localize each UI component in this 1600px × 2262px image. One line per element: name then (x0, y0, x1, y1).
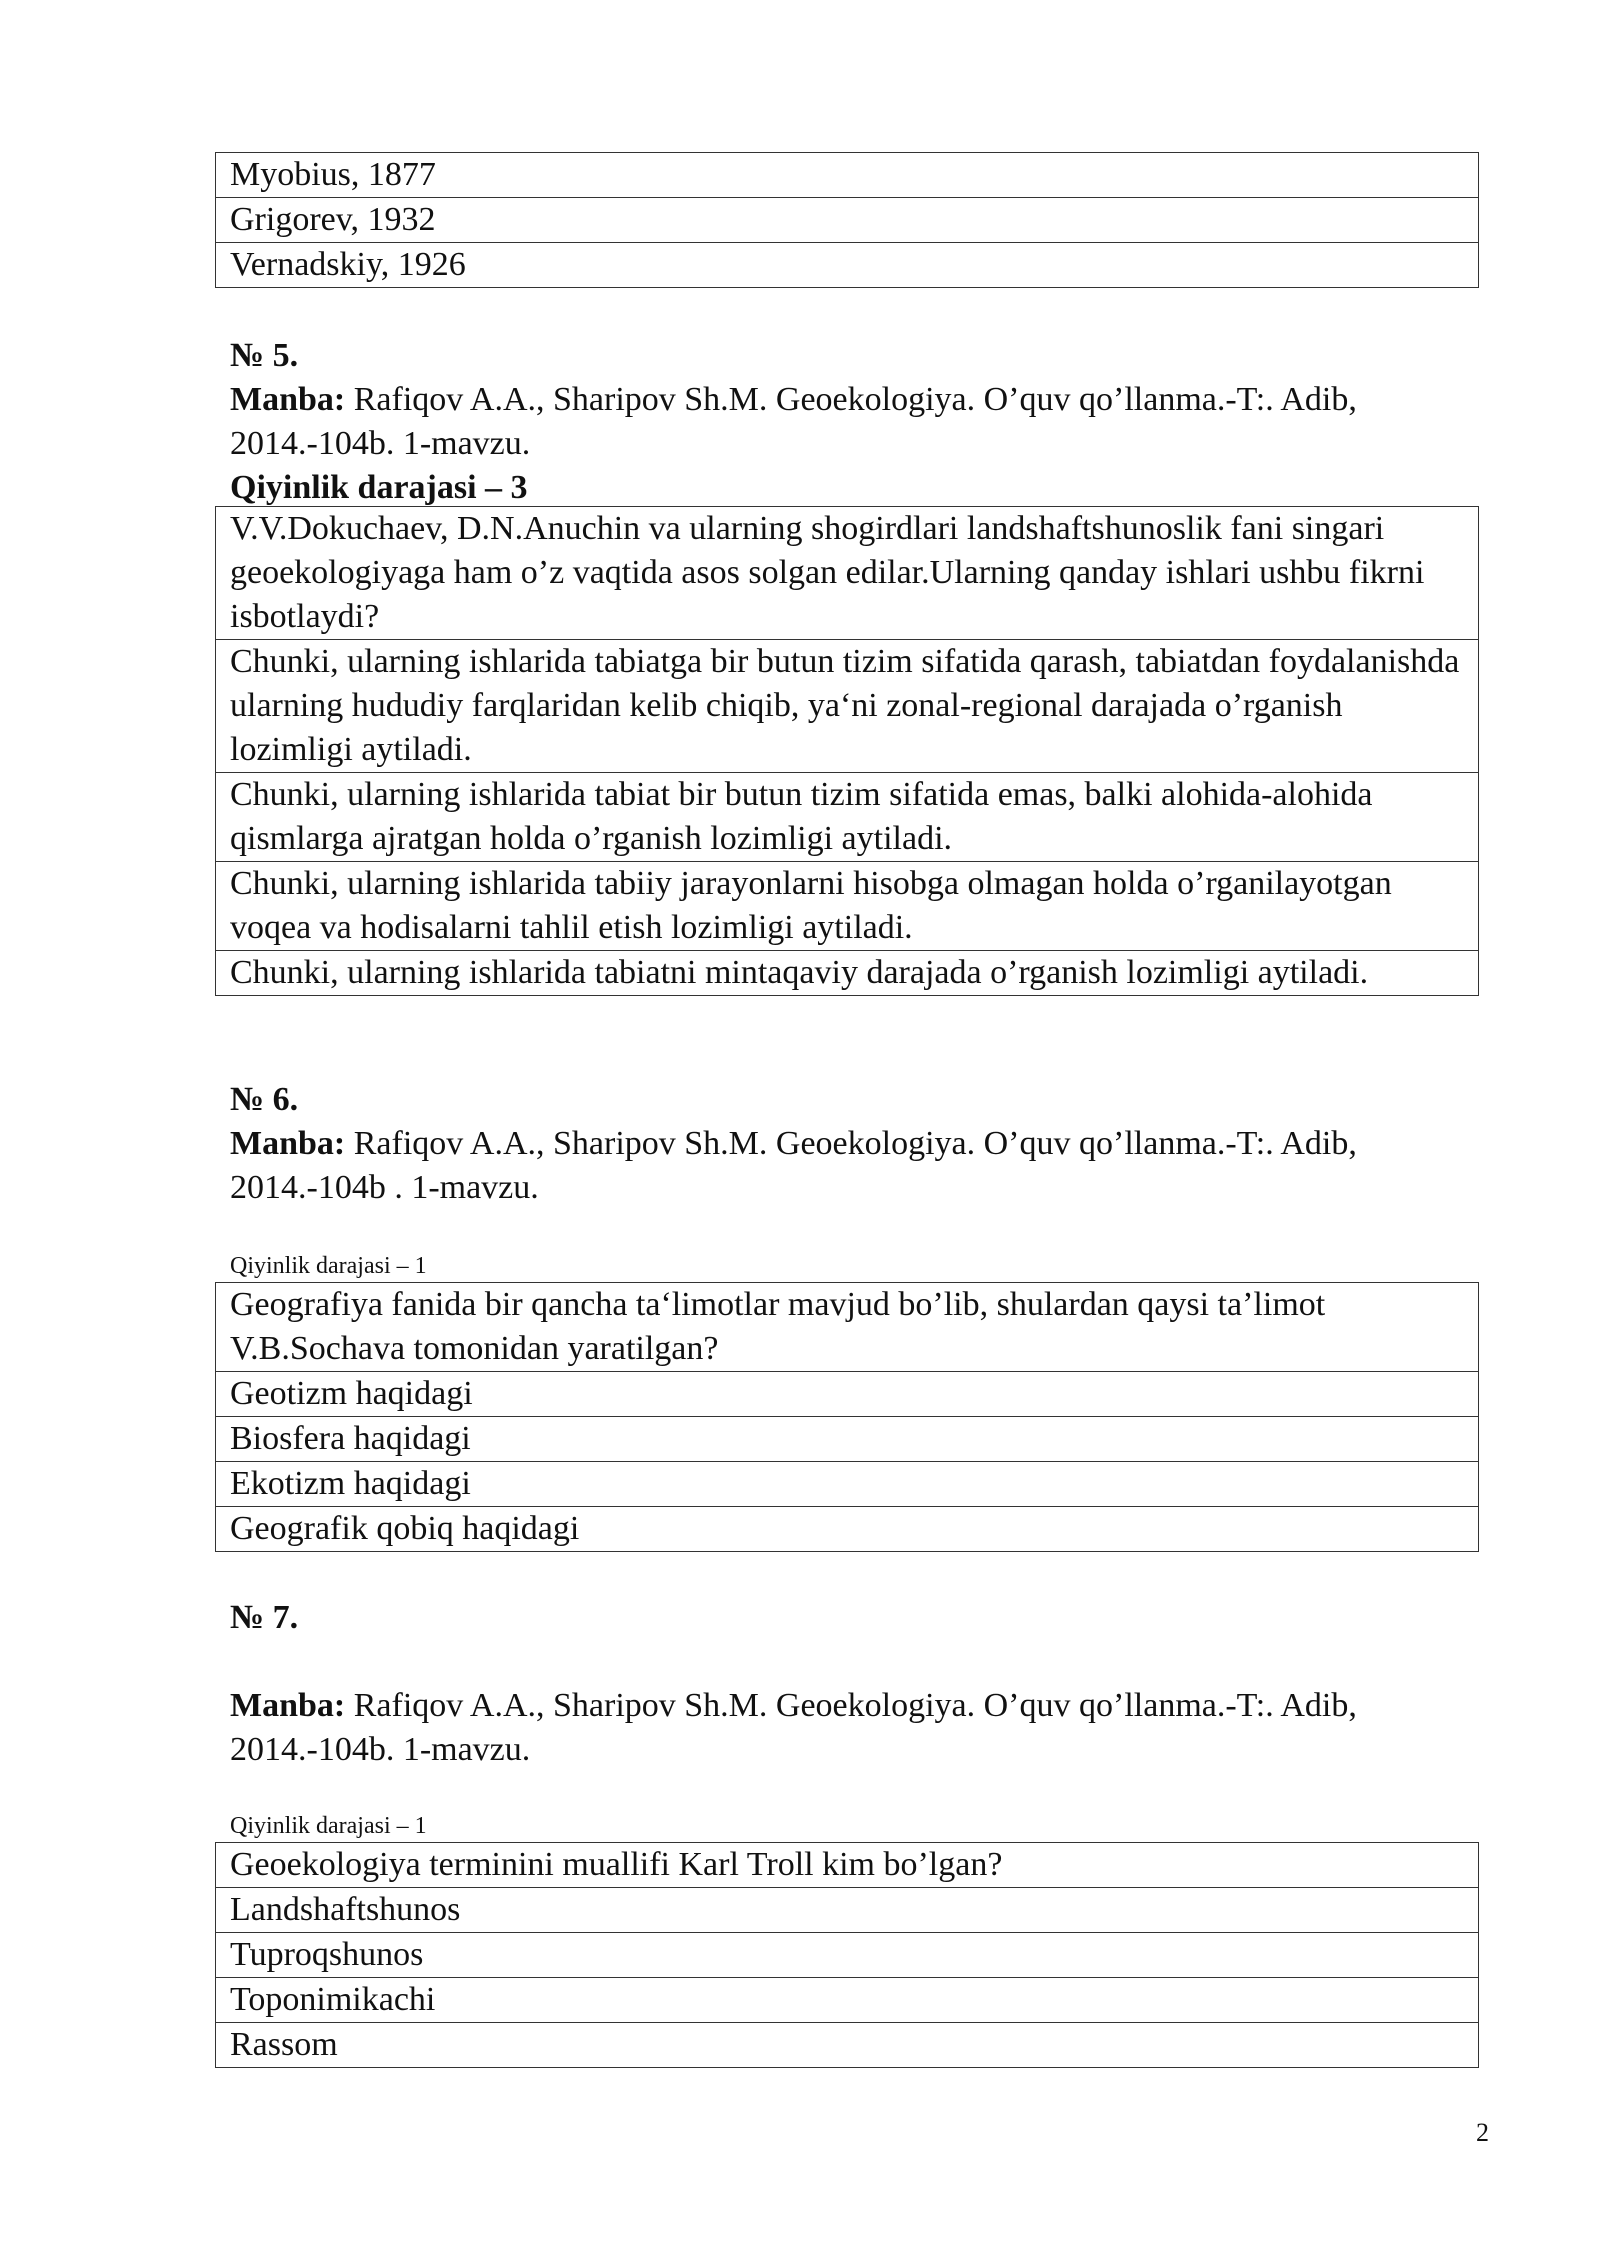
answer-option: Biosfera haqidagi (216, 1417, 1479, 1462)
table-row (216, 1888, 1479, 1933)
table-row (216, 1372, 1479, 1417)
question-text: Geoekologiya terminini muallifi Karl Troll kim bo’lgan? (216, 1843, 1479, 1888)
table-row (216, 1843, 1479, 1888)
q5-answer-table (215, 506, 1479, 996)
table-row (216, 1417, 1479, 1462)
table-row (216, 1978, 1479, 2023)
answer-option: Grigorev, 1932 (216, 198, 1479, 243)
source-text: Rafiqov A.A., Sharipov Sh.M. Geoekologiya. O’quv qo’llanma.-T:. Adib, 2014.-104b . 1-mavzu. (230, 1125, 1357, 1206)
difficulty-level: Qiyinlik darajasi – 3 (230, 469, 528, 506)
answer-option: Chunki, ularning ishlarida tabiiy jarayonlarni hisobga olmagan holda o’rganilayotgan voqea va hodisalarni tahlil etish lozimligi aytiladi. (216, 862, 1479, 951)
answer-option: Tuproqshunos (216, 1933, 1479, 1978)
answer-option: Rassom (216, 2023, 1479, 2068)
question-number: № 6. (230, 1081, 299, 1118)
table-row (216, 198, 1479, 243)
q6-answer-table (215, 1282, 1479, 1552)
q4-answer-table (215, 152, 1479, 288)
q7-answer-table (215, 1842, 1479, 2068)
table-row (216, 1462, 1479, 1507)
source-line (230, 378, 1492, 466)
source-text: Rafiqov A.A., Sharipov Sh.M. Geoekologiya. O’quv qo’llanma.-T:. Adib, 2014.-104b. 1-mavzu. (230, 381, 1357, 462)
answer-option: Landshaftshunos (216, 1888, 1479, 1933)
question-number: № 5. (230, 337, 299, 374)
answer-option: Chunki, ularning ishlarida tabiatga bir butun tizim sifatida qarash, tabiatdan foydalanishda ularning hududiy farqlaridan kelib chiqib, ya‘ni zonal-regional darajada o’rganish lozimligi aytiladi. (216, 640, 1479, 773)
table-row (216, 243, 1479, 288)
answer-option: Toponimikachi (216, 1978, 1479, 2023)
table-row (216, 153, 1479, 198)
table-row (216, 507, 1479, 640)
answer-option: Ekotizm haqidagi (216, 1462, 1479, 1507)
source-label: Manba: (230, 1687, 346, 1724)
source-text: Rafiqov A.A., Sharipov Sh.M. Geoekologiya. O’quv qo’llanma.-T:. Adib, 2014.-104b. 1-mavzu. (230, 1687, 1357, 1768)
table-row (216, 862, 1479, 951)
q7-source-block (230, 1684, 1492, 1772)
q6-header (230, 1078, 1492, 1210)
table-row (216, 640, 1479, 773)
answer-option: Chunki, ularning ishlarida tabiat bir butun tizim sifatida emas, balki alohida-alohida qismlarga ajratgan holda o’rganish lozimligi aytiladi. (216, 773, 1479, 862)
source-line (230, 1684, 1492, 1772)
table-row (216, 1933, 1479, 1978)
table-row (216, 773, 1479, 862)
q5-header (230, 334, 1492, 510)
table-row (216, 2023, 1479, 2068)
q7-number-block (230, 1596, 1492, 1640)
source-label: Manba: (230, 1125, 346, 1162)
question-text: V.V.Dokuchaev, D.N.Anuchin va ularning shogirdlari landshaftshunoslik fani singari geoekologiyaga ham o’z vaqtida asos solgan edilar.Ularning qanday ishlari ushbu fikrni isbotlaydi? (216, 507, 1479, 640)
question-text: Geografiya fanida bir qancha ta‘limotlar mavjud bo’lib, shulardan qaysi ta’limot V.B.Sochava tomonidan yaratilgan? (216, 1283, 1479, 1372)
answer-option: Myobius, 1877 (216, 153, 1479, 198)
answer-option: Geotizm haqidagi (216, 1372, 1479, 1417)
table-row (216, 951, 1479, 996)
table-row (216, 1507, 1479, 1552)
question-number: № 7. (230, 1599, 299, 1636)
table-row (216, 1283, 1479, 1372)
answer-option: Chunki, ularning ishlarida tabiatni mintaqaviy darajada o’rganish lozimligi aytiladi. (216, 951, 1479, 996)
answer-option: Vernadskiy, 1926 (216, 243, 1479, 288)
source-label: Manba: (230, 381, 346, 418)
difficulty-level: Qiyinlik darajasi – 1 (230, 1253, 427, 1279)
page-number: 2 (1476, 2118, 1489, 2147)
answer-option: Geografik qobiq haqidagi (216, 1507, 1479, 1552)
difficulty-level: Qiyinlik darajasi – 1 (230, 1813, 427, 1839)
source-line (230, 1122, 1492, 1210)
